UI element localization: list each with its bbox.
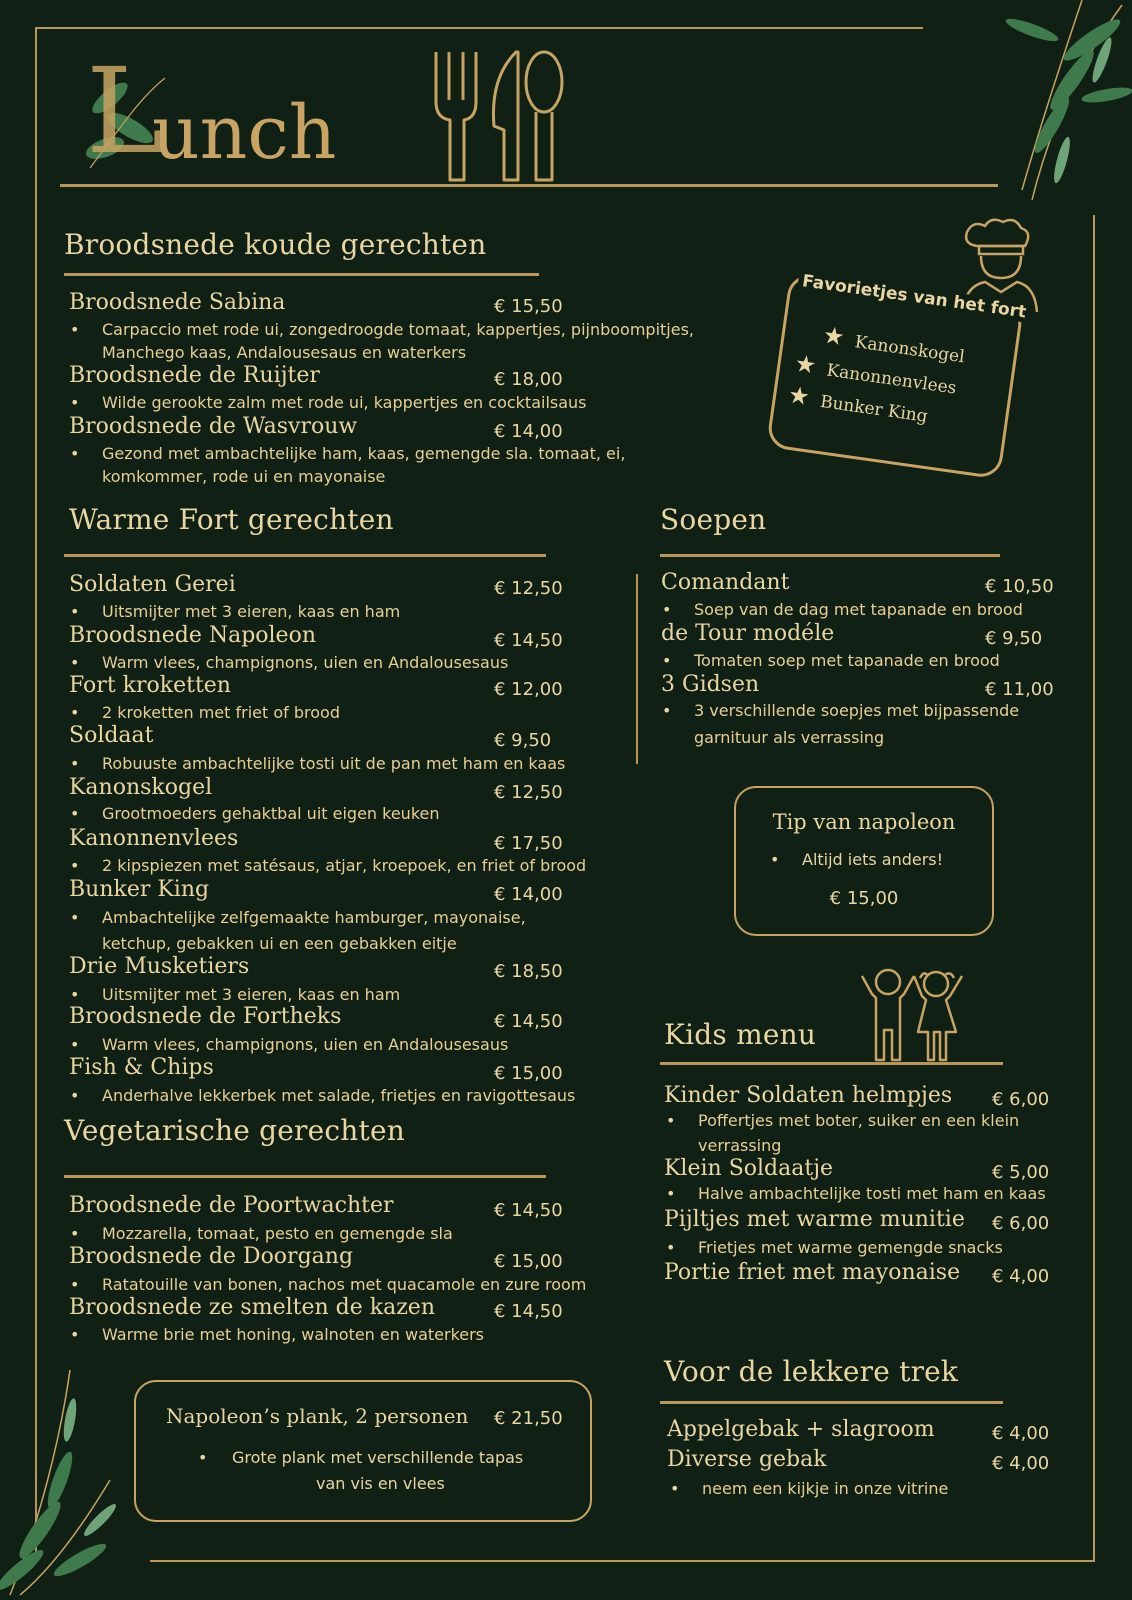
item-name: Klein Soldaatje [664,1156,834,1181]
item-price: € 10,50 [985,576,1054,597]
section-rule-koude [64,273,539,276]
item-name: Kanonskogel [69,775,213,800]
page-title-initial: L [86,42,165,180]
item-price: € 9,50 [985,628,1043,649]
item-name: Comandant [661,570,790,595]
item-name: Soldaten Gerei [69,572,236,597]
item-price: € 15,00 [494,1063,563,1084]
item-price: € 15,00 [494,1251,563,1272]
item-desc: • Warm vlees, champignons, uien en Andalousesaus [102,1033,508,1057]
item-price: € 6,00 [992,1089,1050,1110]
item-price: € 12,50 [494,782,563,803]
item-price: € 14,50 [494,1011,563,1032]
item-desc: • Poffertjes met boter, suiker en een klein [698,1109,1019,1133]
section-title-vega: Vegetarische gerechten [64,1114,405,1147]
item-desc: • Mozzarella, tomaat, pesto en gemengde sla [102,1222,453,1246]
item-desc: garnituur als verrassing [694,728,885,747]
item-name: Broodsnede ze smelten de kazen [69,1295,435,1320]
item-desc: • Warm vlees, champignons, uien en Andalousesaus [102,651,508,675]
item-price: € 4,00 [992,1266,1050,1287]
item-name: Diverse gebak [667,1447,827,1472]
item-price: € 14,50 [494,630,563,651]
tip-desc: Altijd iets anders! [802,850,944,869]
item-name: Fish & Chips [69,1055,214,1080]
header-rule [60,184,998,187]
star-icon: ★ [786,380,812,412]
item-name: Broodsnede de Fortheks [69,1004,342,1029]
item-desc: • Ambachtelijke zelfgemaakte hamburger, mayonaise, [102,906,526,930]
favorites-item-3: ★ Bunker King [786,380,929,427]
item-name: 3 Gidsen [661,672,760,697]
item-desc: • Carpaccio met rode ui, zongedroogde tomaat, kappertjes, pijnboompitjes, [102,318,694,342]
item-desc: Manchego kaas, Andalousesaus en waterkers [102,343,467,362]
item-name: Kinder Soldaten helmpjes [664,1083,953,1108]
item-desc: • 2 kipspiezen met satésaus, atjar, kroepoek, en friet of brood [102,854,586,878]
frame-right-line [1093,215,1095,1562]
plank-desc: Grote plank met verschillende tapas [232,1448,524,1467]
plank-box [134,1380,592,1522]
favorites-title: Favorietjes van het fort [797,271,1031,323]
section-title-koude: Broodsnede koude gerechten [64,228,487,261]
section-title-kids: Kids menu [664,1018,817,1051]
item-desc: • Uitsmijter met 3 eieren, kaas en ham [102,600,400,624]
plank-price: € 21,50 [494,1408,563,1429]
frame-left-line [35,27,37,1562]
item-desc: • Wilde gerookte zalm met rode ui, kappertjes en cocktailsaus [102,391,587,415]
item-price: € 14,00 [494,884,563,905]
item-desc: • Anderhalve lekkerbek met salade, frietjes en ravigottesaus [102,1084,575,1108]
item-desc: • Warme brie met honing, walnoten en waterkers [102,1323,484,1347]
star-icon: ★ [821,320,847,352]
plank-bullet: • [198,1448,208,1467]
leaf-bottom-left-icon [0,1360,150,1600]
tip-box [734,786,994,936]
item-name: Drie Musketiers [69,954,250,979]
section-rule-warm [64,554,546,557]
item-desc: • Halve ambachtelijke tosti met ham en kaas [698,1182,1046,1206]
item-name: Bunker King [69,877,210,902]
star-icon: ★ [792,349,819,380]
item-price: € 18,00 [494,369,563,390]
section-title-warm: Warme Fort gerechten [69,503,394,536]
kids-icon [858,966,968,1062]
item-price: € 17,50 [494,833,563,854]
item-price: € 9,50 [494,730,552,751]
item-price: € 15,50 [494,296,563,317]
item-desc: • neem een kijkje in onze vitrine [702,1477,948,1501]
item-price: € 12,00 [494,679,563,700]
page-title: unch [152,90,337,176]
item-name: Broodsnede Napoleon [69,623,316,648]
item-desc: • Gezond met ambachtelijke ham, kaas, gemengde sla. tomaat, ei, [102,442,625,466]
item-price: € 11,00 [985,679,1054,700]
item-name: de Tour modéle [661,621,835,646]
item-name: Broodsnede de Wasvrouw [69,414,358,439]
item-price: € 14,50 [494,1301,563,1322]
item-name: Appelgebak + slagroom [667,1417,935,1442]
item-desc: ketchup, gebakken ui en een gebakken eitje [102,934,457,953]
item-name: Kanonnenvlees [69,826,239,851]
frame-top-line [35,27,923,29]
item-desc: verrassing [698,1136,782,1155]
item-price: € 4,00 [992,1453,1050,1474]
soepen-side-rule [636,574,638,764]
plank-title: Napoleon’s plank, 2 personen [166,1404,469,1428]
item-name: Pijltjes met warme munitie [664,1207,965,1232]
item-name: Broodsnede Sabina [69,290,286,315]
item-desc: • Robuuste ambachtelijke tosti uit de pan met ham en kaas [102,752,565,776]
item-name: Broodsnede de Doorgang [69,1244,354,1269]
leaf-top-right-icon [932,0,1132,210]
item-price: € 6,00 [992,1213,1050,1234]
section-rule-kids [660,1062,1003,1065]
plank-desc: van vis en vlees [316,1474,445,1493]
item-price: € 14,50 [494,1200,563,1221]
item-name: Fort kroketten [69,673,231,698]
section-rule-trek [660,1401,1003,1404]
favorites-item-2: ★ Kanonnenvlees [792,349,958,399]
favorites-item-1: ★ Kanonskogel [821,320,966,368]
item-desc: • 3 verschillende soepjes met bijpassende [694,699,1019,723]
tip-title: Tip van napoleon [772,810,956,834]
item-price: € 12,50 [494,578,563,599]
tip-price: € 15,00 [829,888,899,909]
item-desc: • Ratatouille van bonen, nachos met quacamole en zure room [102,1273,586,1297]
item-desc: • Uitsmijter met 3 eieren, kaas en ham [102,983,400,1007]
item-name: Portie friet met mayonaise [664,1260,961,1285]
section-title-soepen: Soepen [660,503,767,536]
section-title-trek: Voor de lekkere trek [664,1355,959,1388]
item-desc: • 2 kroketten met friet of brood [102,701,340,725]
item-price: € 14,00 [494,421,563,442]
item-price: € 4,00 [992,1423,1050,1444]
item-desc: • Tomaten soep met tapanade en brood [694,649,1000,673]
item-price: € 18,50 [494,961,563,982]
cutlery-icon [432,48,582,188]
item-desc: • Grootmoeders gehaktbal uit eigen keuken [102,802,440,826]
item-name: Broodsnede de Poortwachter [69,1193,394,1218]
section-rule-soepen [660,554,1000,557]
item-name: Soldaat [69,723,154,748]
item-desc: • Frietjes met warme gemengde snacks [698,1236,1003,1260]
item-desc: • Soep van de dag met tapanade en brood [694,598,1023,622]
frame-bottom-line [150,1560,1095,1562]
tip-bullet: • [770,850,780,869]
section-rule-vega [64,1175,546,1178]
item-name: Broodsnede de Ruijter [69,363,320,388]
item-price: € 5,00 [992,1162,1050,1183]
item-desc: komkommer, rode ui en mayonaise [102,467,386,486]
favorites-box [766,271,1028,479]
